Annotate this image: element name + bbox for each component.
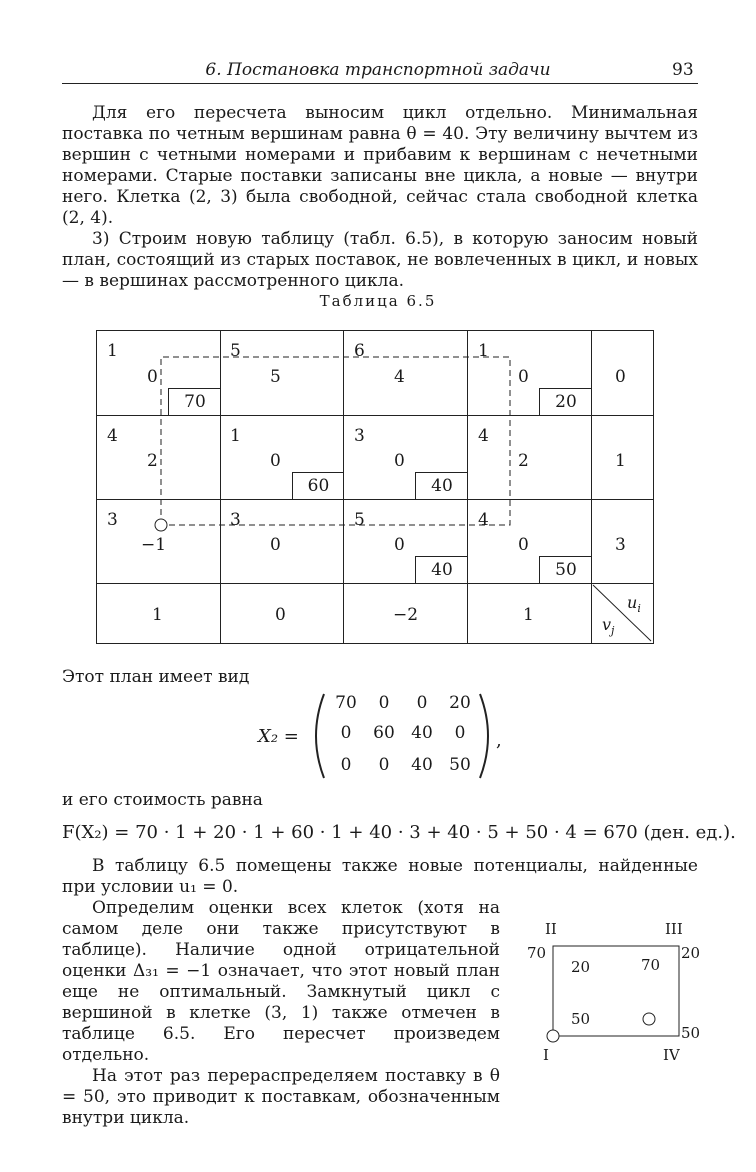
inner-value-tl: 20	[571, 958, 591, 976]
inner-value-tr: 70	[641, 956, 661, 974]
vertex-III-label: III	[665, 920, 683, 938]
potential-u1: 0	[615, 367, 626, 387]
plan-intro: Этот план имеет вид	[62, 667, 250, 687]
cost-r1c2: 5	[230, 341, 241, 361]
vertex-I-label: I	[543, 1046, 549, 1064]
estimate-r3c1: −1	[141, 535, 167, 555]
cost-r3c1: 3	[107, 510, 118, 530]
cost-r2c2: 1	[230, 426, 241, 446]
supply-r2c2: 60	[292, 472, 344, 500]
cost-r3c4: 4	[478, 510, 489, 530]
estimate-r1c3: 4	[394, 367, 405, 387]
vertex-II-label: II	[545, 920, 557, 938]
matrix-lhs: X₂ =	[258, 726, 299, 747]
potential-u3: 3	[615, 535, 626, 555]
supply-r3c3: 40	[415, 556, 468, 584]
vertex-IV-label: IV	[663, 1046, 680, 1064]
paragraph-1: Для его пересчета выносим цикл отдельно. Минимальная поставка по четным вершинам равна θ = 40. Эту величину вычтем из вершин с четными номерами и прибавим к вершинам с нечетными номерами. Старые поставки записаны вне цикла, а новые — внутри него. Клетка (2, 3) была свободной, сейчас стала свободной клетка (2, 4).	[62, 103, 698, 228]
paragraph-2: 3) Строим новую таблицу (табл. 6.5), в которую заносим новый план, состоящий из старых поставок, не вовлеченных в цикл, и новых — в вершинах рассмотренного цикла.	[62, 229, 698, 291]
matrix-row: 0 60 40 0	[340, 723, 466, 743]
cycle-path	[97, 331, 653, 643]
cost-r2c1: 4	[107, 426, 118, 446]
estimate-r2c2: 0	[270, 451, 281, 471]
transport-table	[96, 330, 654, 644]
supply-r1c4: 20	[539, 388, 592, 416]
page-number: 93	[672, 60, 694, 80]
potential-v1: 1	[152, 605, 163, 625]
paragraph-5: В таблицу 6.5 помещены также новые потенциалы, найденные при условии u₁ = 0.	[62, 856, 698, 897]
paragraph-7: На этот раз перераспределяем поставку в θ = 50, это приводит к поставкам, обозначенным внутри цикла.	[62, 1066, 500, 1128]
estimate-r3c3: 0	[394, 535, 405, 555]
matrix-body	[328, 693, 478, 785]
potential-v2: 0	[275, 605, 286, 625]
supply-r2c3: 40	[415, 472, 468, 500]
potentials-note	[62, 856, 698, 898]
cost-r1c1: 1	[107, 341, 118, 361]
cost-r1c4: 1	[478, 341, 489, 361]
supply-r3c4: 50	[539, 556, 592, 584]
estimate-r2c4: 2	[518, 451, 529, 471]
matrix-trailing: ,	[496, 730, 502, 751]
potential-v4: 1	[523, 605, 534, 625]
header-rule	[62, 83, 698, 84]
supply-r1c1: 70	[168, 388, 221, 416]
table-caption: Таблица 6.5	[319, 292, 437, 310]
estimates-block	[62, 898, 500, 1129]
corner-v-label: $v_j$	[602, 615, 615, 638]
cost-r1c3: 6	[354, 341, 365, 361]
cost-formula: F(X₂) = 70 · 1 + 20 · 1 + 60 · 1 + 40 · 3 + 40 · 5 + 50 · 4 = 670 (ден. ед.).	[62, 822, 736, 843]
cost-r3c3: 5	[354, 510, 365, 530]
cost-r2c3: 3	[354, 426, 365, 446]
corner-u-label: $u_i$	[627, 593, 641, 616]
cost-r2c4: 4	[478, 426, 489, 446]
estimate-r1c2: 5	[270, 367, 281, 387]
outer-value-tr: 20	[681, 944, 701, 962]
matrix-row: 0 0 40 50	[340, 755, 471, 775]
potential-u2: 1	[615, 451, 626, 471]
estimate-r1c4: 0	[518, 367, 529, 387]
estimate-r3c2: 0	[270, 535, 281, 555]
cost-intro: и его стоимость равна	[62, 790, 263, 810]
estimate-r1c1: 0	[147, 367, 158, 387]
outer-value-tl: 70	[527, 944, 547, 962]
paragraph-6: Определим оценки всех клеток (хотя на самом деле они также присутствуют в таблице). Наличие одной отрицательной оценки Δ₃₁ = −1 означает, что этот новый план еще не оптимальный. Замкнутый цикл с вершиной в клетке (3, 1) также отмечен в таблице 6.5. Его пересчет произведем отдельно.	[62, 898, 500, 1065]
estimate-r2c1: 2	[147, 451, 158, 471]
inner-value-bl: 50	[571, 1010, 591, 1028]
running-header-title: 6. Постановка транспортной задачи	[205, 60, 551, 80]
text-block-1	[62, 103, 698, 292]
cost-r3c2: 3	[230, 510, 241, 530]
outer-value-br: 50	[681, 1024, 701, 1042]
potential-v3: −2	[393, 605, 419, 625]
cycle-diagram	[525, 920, 705, 1070]
estimate-r3c4: 0	[518, 535, 529, 555]
estimate-r2c3: 0	[394, 451, 405, 471]
matrix-row: 70 0 0 20	[335, 693, 471, 713]
